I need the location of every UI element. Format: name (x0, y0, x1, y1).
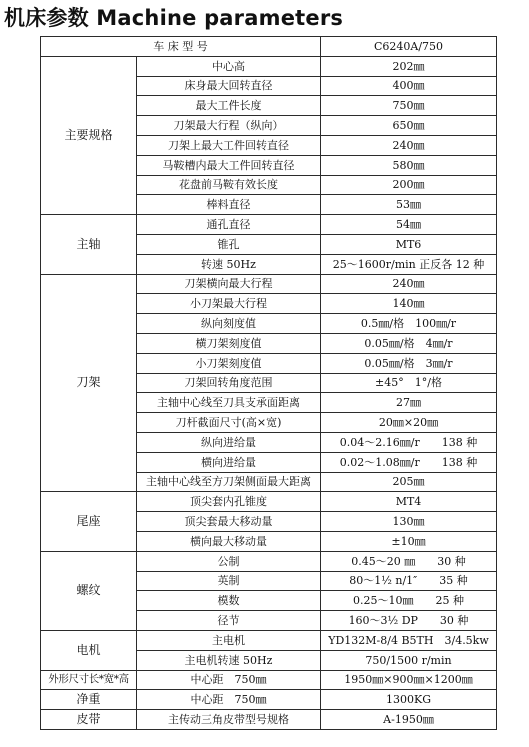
table-row (41, 492, 497, 512)
parameter-name: 小刀架刻度值 (137, 353, 321, 373)
parameter-name: 横刀架刻度值 (137, 333, 321, 353)
parameter-value: 54㎜ (321, 215, 497, 235)
model-value: C6240A/750 (321, 37, 497, 57)
parameter-name: 主电机 (137, 630, 321, 650)
parameter-value: 1950㎜×900㎜×1200㎜ (321, 670, 497, 690)
machine-parameters-table (40, 36, 497, 730)
parameter-name: 刀架横向最大行程 (137, 274, 321, 294)
parameter-name: 床身最大回转直径 (137, 76, 321, 96)
table-row (41, 274, 497, 294)
table-row (41, 710, 497, 730)
parameter-value: 20㎜×20㎜ (321, 413, 497, 433)
parameter-value: ±10㎜ (321, 531, 497, 551)
parameter-name: 中心高 (137, 56, 321, 76)
group-label: 皮带 (41, 710, 137, 730)
group-label: 电机 (41, 630, 137, 670)
parameter-value: A-1950㎜ (321, 710, 497, 730)
group-label: 螺纹 (41, 551, 137, 630)
page-title: 机床参数 Machine parameters (4, 6, 344, 30)
table-row (41, 630, 497, 650)
group-label: 净重 (41, 690, 137, 710)
parameter-name: 小刀架最大行程 (137, 294, 321, 314)
group-label: 主轴 (41, 215, 137, 274)
parameter-value: 202㎜ (321, 56, 497, 76)
parameter-value: 0.45～20 ㎜ 30 种 (321, 551, 497, 571)
table-row (41, 56, 497, 76)
parameter-value: 750/1500 r/min (321, 650, 497, 670)
parameter-name: 主传动三角皮带型号规格 (137, 710, 321, 730)
parameter-name: 花盘前马鞍有效长度 (137, 175, 321, 195)
parameter-value: 27㎜ (321, 393, 497, 413)
parameter-name: 模数 (137, 591, 321, 611)
parameter-value: 0.02～1.08㎜/r 138 种 (321, 452, 497, 472)
parameter-name: 马鞍槽内最大工件回转直径 (137, 155, 321, 175)
group-label: 尾座 (41, 492, 137, 551)
table-row (41, 551, 497, 571)
parameter-name: 最大工件长度 (137, 96, 321, 116)
parameter-name: 顶尖套最大移动量 (137, 512, 321, 532)
parameter-value: 400㎜ (321, 76, 497, 96)
parameter-value: 200㎜ (321, 175, 497, 195)
parameter-name: 横向最大移动量 (137, 531, 321, 551)
table-row (41, 215, 497, 235)
parameter-value: 160～3½ DP 30 种 (321, 611, 497, 631)
parameter-name: 径节 (137, 611, 321, 631)
table-header-row (41, 37, 497, 57)
parameter-value: 0.05㎜/格 3㎜/r (321, 353, 497, 373)
parameter-name: 中心距 750㎜ (137, 690, 321, 710)
table-row (41, 690, 497, 710)
group-label: 主要规格 (41, 56, 137, 214)
parameter-name: 刀架最大行程（纵向） (137, 116, 321, 136)
parameter-value: ±45° 1°/格 (321, 373, 497, 393)
parameter-value: MT6 (321, 234, 497, 254)
parameter-value: 205㎜ (321, 472, 497, 492)
parameter-value: 0.04～2.16㎜/r 138 种 (321, 432, 497, 452)
parameter-name: 刀架回转角度范围 (137, 373, 321, 393)
parameter-name: 棒料直径 (137, 195, 321, 215)
parameter-value: 0.25～10㎜ 25 种 (321, 591, 497, 611)
parameter-name: 转速 50Hz (137, 254, 321, 274)
parameter-value: 130㎜ (321, 512, 497, 532)
parameter-name: 主电机转速 50Hz (137, 650, 321, 670)
parameter-value: 750㎜ (321, 96, 497, 116)
table-row (41, 670, 497, 690)
parameter-name: 主轴中心线至方刀架侧面最大距离 (137, 472, 321, 492)
parameter-name: 刀杆截面尺寸(高×宽) (137, 413, 321, 433)
parameter-value: 25～1600r/min 正反各 12 种 (321, 254, 497, 274)
parameter-value: 0.5㎜/格 100㎜/r (321, 314, 497, 334)
parameter-name: 纵向进给量 (137, 432, 321, 452)
parameter-value: 0.05㎜/格 4㎜/r (321, 333, 497, 353)
parameter-value: 140㎜ (321, 294, 497, 314)
parameter-value: 240㎜ (321, 135, 497, 155)
model-label: 车 床 型 号 (41, 37, 321, 57)
parameter-name: 公制 (137, 551, 321, 571)
parameter-name: 刀架上最大工件回转直径 (137, 135, 321, 155)
parameter-name: 通孔直径 (137, 215, 321, 235)
parameter-name: 主轴中心线至刀具支承面距离 (137, 393, 321, 413)
group-label: 刀架 (41, 274, 137, 492)
parameter-value: 580㎜ (321, 155, 497, 175)
parameter-name: 横向进给量 (137, 452, 321, 472)
parameter-value: MT4 (321, 492, 497, 512)
parameter-value: 1300KG (321, 690, 497, 710)
parameter-value: 650㎜ (321, 116, 497, 136)
parameter-name: 中心距 750㎜ (137, 670, 321, 690)
table-body (41, 37, 497, 730)
parameter-name: 顶尖套内孔锥度 (137, 492, 321, 512)
parameter-name: 纵向刻度值 (137, 314, 321, 334)
parameter-value: 80～1½ n/1″ 35 种 (321, 571, 497, 591)
parameter-name: 锥孔 (137, 234, 321, 254)
parameter-value: 53㎜ (321, 195, 497, 215)
group-label: 外形尺寸长*宽*高 (41, 670, 137, 690)
parameter-name: 英制 (137, 571, 321, 591)
parameter-value: YD132M-8/4 B5TH 3/4.5kw (321, 630, 497, 650)
parameter-value: 240㎜ (321, 274, 497, 294)
